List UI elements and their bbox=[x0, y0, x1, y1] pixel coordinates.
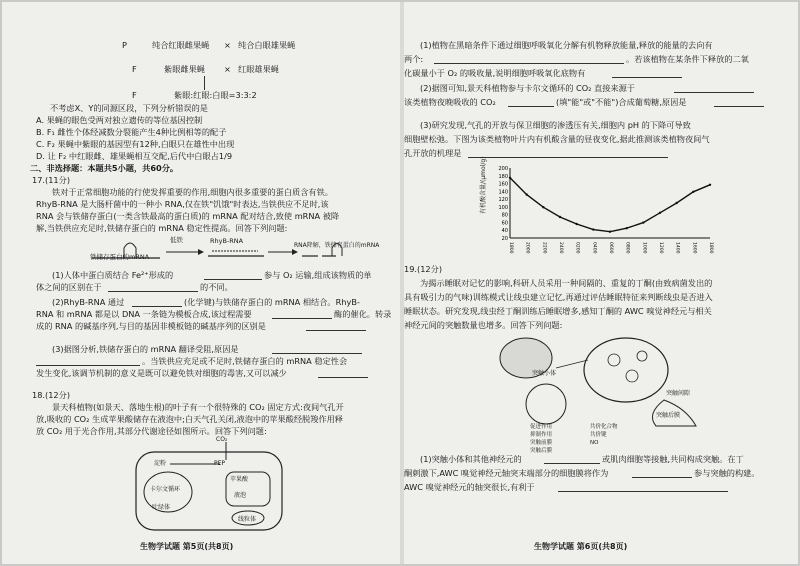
fig-vacuole-label: 液泡 bbox=[234, 492, 247, 499]
fig-degrade-label: RNA降解，铁储存蛋白的mRNA bbox=[294, 242, 380, 249]
q17-2-blank-3[interactable] bbox=[306, 322, 366, 331]
q18-para-2: 放,吸收的 CO₂ 生成苹果酸储存在液泡中;白天气孔关闭,液泡中的苹果酸经脱羧作用释 bbox=[36, 414, 343, 424]
q17-2-part-d: 酶的催化。转录 bbox=[334, 309, 392, 319]
legend-postsynaptic: 突触后膜 bbox=[530, 448, 553, 454]
q16-option-a: A. 果蝇的眼色受两对独立遗传的等位基因控制 bbox=[36, 115, 203, 125]
chart-x-tick-label: 0200 bbox=[574, 242, 580, 254]
rhyb-duplex bbox=[208, 251, 264, 256]
chart-point bbox=[559, 216, 561, 218]
chart-y-axis-label: 有机酸含量/(μmol/g) bbox=[480, 156, 487, 214]
fig-low-iron-label: 低铁 bbox=[170, 236, 183, 244]
organic-acid-chart bbox=[488, 162, 718, 258]
fig-membrane-label: 突触后膜 bbox=[656, 412, 681, 419]
cross-f1-female: 紫眼雌果蝇 bbox=[164, 64, 205, 74]
q17-3-blank-3[interactable] bbox=[318, 369, 368, 378]
cross-p-male: 纯合白眼雄果蝇 bbox=[238, 40, 296, 50]
chart-point bbox=[525, 193, 527, 195]
q19-1-part-c: 酮刺激下,AWC 嗅觉神经元轴突末端部分的细胞膜将作为 bbox=[404, 468, 609, 478]
cross-p-label: P bbox=[122, 40, 127, 50]
q17-2-part-c: RNA 和 mRNA 都是以 DNA 一条链为模板合成,该过程需要 bbox=[36, 309, 252, 319]
q18-2-blank-1[interactable] bbox=[674, 84, 754, 93]
q19-1-blank-2[interactable] bbox=[632, 469, 692, 478]
chart-point bbox=[675, 202, 677, 204]
vesicle-icon bbox=[626, 370, 638, 382]
q19-para-1: 为揭示睡眠对记忆的影响,科研人员采用一种间隔的、重复的丁酮(由致病菌发出的 bbox=[420, 278, 713, 288]
chart-x-tick-label: 1800 bbox=[508, 242, 513, 254]
q18-3-blank-1[interactable] bbox=[468, 149, 668, 158]
chart-point bbox=[709, 184, 711, 186]
q18-2-blank-2[interactable] bbox=[508, 98, 554, 107]
q17-1-blank-1[interactable] bbox=[204, 271, 262, 280]
q17-para-2: RhyB-RNA 是大肠杆菌中的一种小 RNA,仅在铁"饥饿"时表达,当铁供应不足时,该 bbox=[36, 199, 329, 209]
chart-y-tick-label: 100 bbox=[498, 204, 508, 211]
q18-para-3: 放 CO₂ 用于光合作用,其部分代谢途径如图所示。回答下列问题: bbox=[36, 426, 267, 436]
left-page-footer: 生物学试题 第5页(共8页) bbox=[140, 542, 234, 551]
chart-y-tick-label: 20 bbox=[501, 236, 508, 242]
chart-x-tick-label: 0400 bbox=[591, 242, 597, 254]
fig-chloroplast-label: 叶绿体 bbox=[152, 504, 171, 511]
q17-2-blank-2[interactable] bbox=[272, 310, 332, 319]
q17-1-part-d: 的不同。 bbox=[200, 282, 233, 292]
q19-para-3: 睡眠状态。研究发现,线虫经丁酮训练后睡眠增多,感知丁酮的 AWC 嗅觉神经元与相关 bbox=[404, 306, 712, 316]
fig-mrna-label: 铁储存蛋白的mRNA bbox=[90, 253, 150, 261]
q16-option-d: D. 让 F₂ 中红眼雌、雄果蝇相互交配,后代中白眼占1/9 bbox=[36, 151, 233, 161]
q19-1-blank-1[interactable] bbox=[544, 455, 600, 464]
legend-promote: 促进作用 bbox=[530, 424, 553, 430]
fig-cleft-label: 突触间隙 bbox=[666, 390, 691, 397]
q18-1-part-d: 化碳量小于 O₂ 的吸收量,说明细胞呼吸氧化底物有 bbox=[404, 68, 586, 78]
legend-inhibit: 抑制作用 bbox=[530, 432, 553, 438]
chart-point bbox=[509, 177, 511, 179]
q19-1-part-d: 参与突触的构建。 bbox=[694, 468, 760, 478]
chart-y-tick-label: 140 bbox=[498, 189, 508, 196]
cross-f2-label: F bbox=[132, 90, 137, 100]
legend-bond: 共价键 bbox=[590, 432, 607, 438]
chart-point bbox=[575, 223, 577, 225]
q18-3-part-b: 细胞壁松弛。下图为该类植物叶片内有机酸含量的昼夜变化,据此推测该类植物夜间气 bbox=[404, 134, 710, 144]
q18-1-part-b: 两个: bbox=[404, 54, 424, 64]
chart-y-tick-label: 180 bbox=[498, 173, 508, 180]
q18-head: 18.(12分) bbox=[32, 390, 71, 400]
q17-2-part-b: (化学键)与铁储存蛋白的 mRNA 相结合。RhyB- bbox=[184, 297, 360, 307]
q17-1-part-a: (1)人体中蛋白质结合 Fe²⁺形成的 bbox=[52, 270, 174, 280]
chart-y-tick-label: 80 bbox=[501, 212, 508, 219]
fig-rhyb-label: RhyB-RNA bbox=[210, 237, 244, 245]
exam-sheet bbox=[2, 2, 798, 564]
q19-1-part-a: (1)突触小体和其他神经元的 bbox=[420, 454, 522, 464]
q18-2-part-a: (2)据图可知,景天科植物参与卡尔文循环的 CO₂ 直接来源于 bbox=[420, 83, 635, 93]
chart-x-tick-label: 1600 bbox=[691, 242, 697, 254]
chart-x-tick-label: 0600 bbox=[608, 242, 613, 254]
vesicle-icon bbox=[637, 351, 647, 361]
chart-point bbox=[625, 227, 627, 229]
chart-x-tick-label: 2200 bbox=[541, 242, 547, 254]
q18-1-blank-1[interactable] bbox=[434, 55, 624, 64]
cross-p-female: 纯合红眼雌果蝇 bbox=[152, 40, 210, 50]
cross-f2-ratio: 紫眼:红眼:白眼=3:3:2 bbox=[174, 90, 257, 100]
q18-para-1: 景天科植物(如景天、落地生根)的叶子有一个很特殊的 CO₂ 固定方式:夜间气孔开 bbox=[52, 402, 344, 412]
chart-point bbox=[692, 191, 694, 193]
chart-x-tick-label: 2000 bbox=[524, 242, 530, 254]
chart-point bbox=[592, 228, 594, 230]
q16-stem: 不考虑X、Y的同源区段，下列分析错误的是 bbox=[50, 103, 208, 113]
chart-point bbox=[659, 212, 661, 214]
legend-no: NO bbox=[590, 440, 599, 446]
q16-option-c: C. F₂ 果蝇中紫眼的基因型有12种,白眼只在雄性中出现 bbox=[36, 139, 235, 149]
q17-2-part-a: (2)RhyB-RNA 通过 bbox=[52, 297, 125, 307]
axon-terminal-shape bbox=[584, 338, 668, 402]
chart-point bbox=[609, 231, 611, 233]
q17-3-blank-1[interactable] bbox=[272, 345, 362, 354]
chart-y-tick-label: 40 bbox=[501, 228, 508, 235]
chart-point bbox=[642, 221, 644, 223]
chart-x-tick-label: 1400 bbox=[674, 242, 680, 254]
left-page bbox=[2, 2, 400, 564]
right-page bbox=[404, 2, 798, 564]
fig-co2-label: CO₂ bbox=[216, 436, 228, 443]
q18-2-part-c: (填"能"或"不能")合成葡萄糖,原因是 bbox=[556, 97, 687, 107]
fig-calvin-label: 卡尔文循环 bbox=[150, 486, 181, 493]
q17-para-1: 铁对于正常细胞功能的行使发挥重要的作用,细胞内很多重要的蛋白质含有铁。 bbox=[52, 187, 333, 197]
q19-1-blank-3[interactable] bbox=[558, 483, 728, 492]
q18-3-part-c: 孔开放的机理是 bbox=[404, 148, 462, 158]
q18-3-part-a: (3)研究发现,气孔的开放与保卫细胞的渗透压有关,细胞内 pH 的下降可导致 bbox=[420, 120, 691, 130]
q17-1-part-b: 参与 O₂ 运输,组成该物质的单 bbox=[264, 270, 372, 280]
cross-arrow bbox=[204, 76, 205, 90]
q17-1-part-c: 体之间的区别在于 bbox=[36, 282, 102, 292]
vesicle-icon bbox=[608, 354, 620, 366]
q16-option-b: B. F₁ 雌性个体经减数分裂能产生4种比例相等的配子 bbox=[36, 127, 227, 137]
q19-1-part-e: AWC 嗅觉神经元的轴突很长,有利于 bbox=[404, 482, 535, 492]
cross-f1-male: 红眼雄果蝇 bbox=[238, 64, 279, 74]
q19-para-4: 神经元间的突触数量也增多。回答下列问题: bbox=[404, 320, 563, 330]
q17-3-part-a: (3)据图分析,铁储存蛋白的 mRNA 翻译受阻,原因是 bbox=[52, 344, 239, 354]
cross-p-x: × bbox=[224, 40, 231, 50]
section-heading: 二、非选择题：本题共5小题，共60分。 bbox=[30, 163, 179, 173]
chart-x-tick-label: 1200 bbox=[658, 242, 663, 254]
q17-2-part-e: 成的 RNA 的碱基序列,与目的基因非模板链的碱基序列的区别是 bbox=[36, 321, 266, 331]
chart-point bbox=[542, 206, 544, 208]
chart-x-tick-label: 1800 bbox=[708, 242, 713, 254]
chart-x-tick-label: 2400 bbox=[558, 242, 563, 254]
q19-para-2: 具有吸引力的气味)训练模式让线虫建立记忆,再通过评估睡眠特征来判断线虫是否进入 bbox=[404, 292, 713, 302]
q17-head: 17.(11分) bbox=[32, 175, 71, 185]
chart-x-tick-label: 1000 bbox=[641, 242, 647, 254]
q18-1-part-c: 。若该植物在某条件下释放的二氧 bbox=[626, 54, 749, 64]
q19-1-part-b: 或肌肉细胞等接触,共同构成突触。在丁 bbox=[602, 454, 744, 464]
synapse-zoom-circle bbox=[526, 384, 566, 424]
fig-synapse-label: 突触小体 bbox=[532, 370, 557, 377]
q18-1-blank-2[interactable] bbox=[612, 69, 682, 78]
fig-starch-label: 淀粉 bbox=[154, 460, 167, 467]
right-page-footer: 生物学试题 第6页(共8页) bbox=[534, 542, 628, 551]
chart-y-tick-label: 160 bbox=[498, 181, 508, 188]
chart-y-tick-label: 60 bbox=[501, 220, 508, 227]
q18-1-part-a: (1)植物在黑暗条件下通过细胞呼吸氧化分解有机物释放能量,释放的能量的去向有 bbox=[420, 40, 713, 50]
chart-y-tick-label: 200 bbox=[498, 166, 508, 172]
q19-head: 19.(12分) bbox=[404, 264, 443, 274]
q17-3-blank-2[interactable] bbox=[36, 357, 140, 366]
q18-2-blank-3[interactable] bbox=[714, 98, 764, 107]
q17-3-part-c: 发生变化,该调节机制的意义是既可以避免铁对细胞的毒害,又可以减少 bbox=[36, 368, 287, 378]
fig-mito-label: 线粒体 bbox=[238, 516, 257, 523]
fig-malate-label: 苹果酸 bbox=[230, 476, 249, 483]
q17-para-3: RNA 会与铁储存蛋白(一类含铁最高的蛋白质)的 mRNA 配对结合,致使 mRNA 被降 bbox=[36, 211, 340, 221]
legend-compound: 共价化合物 bbox=[590, 424, 618, 430]
cross-f1-label: F bbox=[132, 64, 137, 74]
arrow-1 bbox=[166, 249, 204, 255]
chart-y-tick-label: 120 bbox=[498, 197, 508, 204]
legend-presynaptic: 突触前膜 bbox=[530, 440, 553, 446]
q17-3-part-b: 。当铁供应充足或不足时,铁储存蛋白的 mRNA 稳定性会 bbox=[142, 356, 348, 366]
q17-para-4: 解,当铁供应充足时,铁储存蛋白的 mRNA 稳定性提高。回答下列问题: bbox=[36, 223, 288, 233]
fig-pep-label: PEP bbox=[214, 460, 226, 467]
cross-f1-x: × bbox=[224, 64, 231, 74]
q18-2-part-b: 该类植物夜晚吸收的 CO₂ bbox=[404, 97, 496, 107]
q17-1-blank-2[interactable] bbox=[108, 283, 198, 292]
acid-content-line bbox=[510, 178, 710, 232]
zoom-line bbox=[556, 360, 588, 368]
q17-2-blank-1[interactable] bbox=[132, 298, 182, 307]
chart-x-tick-label: 0800 bbox=[624, 242, 630, 254]
